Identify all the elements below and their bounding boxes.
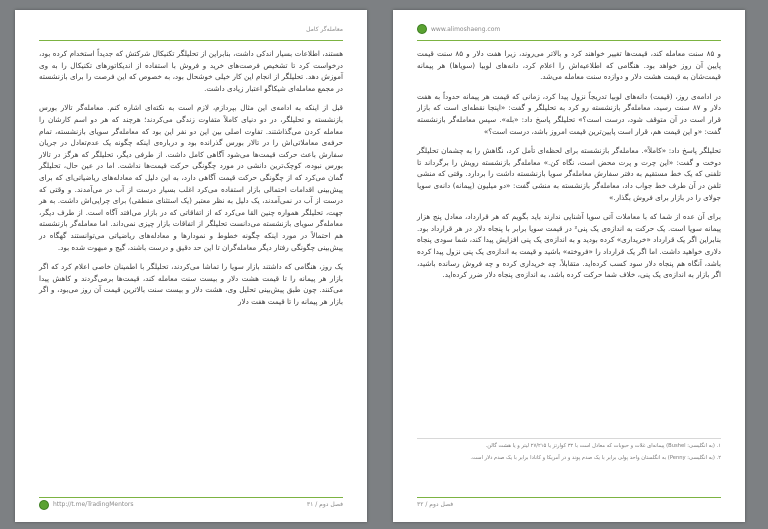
footnotes bbox=[417, 442, 721, 466]
header-title: معامله‌گر کامل bbox=[306, 26, 343, 33]
page-footer bbox=[39, 500, 343, 512]
header-link[interactable]: www.alimoshaeng.com bbox=[431, 26, 501, 33]
footer-rule bbox=[39, 497, 343, 498]
body-text bbox=[417, 48, 721, 289]
paragraph: برای آن عده از شما که با معاملات آتی سویا آشنایی ندارند باید بگویم که هر قرارداد، معادل پنج هزار پیمانه سویا است. یک حرکت به اندازه‌ی یک پنی² در قیمت سویا برابر با پنجاه دلار در هر قرارداد بود. بنابراین اگر یک قرارداد «خریداری» کرده بودید و به اندازه‌ی یک پنی افزایش پیدا کند، شما سودی پنجاه دلاری خواهید داشت. اما اگر یک قرارداد را «فروخته» باشید و قیمت به اندازه‌ی یک پنی نزول پیدا کرده باشد، آنگاه هم پنجاه دلار سود کسب کرده‌اید. متقابلاً، چه خریداری کرده و چه فروش رسانده باشید، اگر بازار به اندازه‌ی یک پنی، خلاف شما حرکت کرده باشد، به اندازه‌ی پنجاه دلار ضرر کرده‌اید. bbox=[417, 212, 721, 280]
page-number: فصل دوم / ۳۲ bbox=[417, 501, 454, 508]
page-footer bbox=[417, 500, 721, 512]
paragraph: در ادامه‌ی روز، (قیمت) دانه‌های لوبیا تدریجاً نزول پیدا کرد، زمانی که قیمت هر پیمانه حدوداً به هفت دلار و ۸۷ سنت رسید، معامله‌گر بازنشسته رو کرد به تحلیلگر و گفت: «اینجا نقطه‌ای است که بازار قرار است در آن متوقف شود، درست است؟» تحلیلگر پاسخ داد: «بله». سپس معامله‌گر بازنشسته گفت: «و این قیمت هم، قرار است پایین‌ترین قیمت امروز باشد، درست است؟» bbox=[417, 91, 721, 136]
page-number: فصل دوم / ۳۱ bbox=[306, 501, 343, 508]
footnote-rule bbox=[417, 438, 721, 439]
right-page bbox=[393, 10, 745, 522]
paragraph: و ۸۵ سنت معامله کند، قیمت‌ها تغییر خواهند کرد و بالاتر می‌روند، زیرا هفت دلار و ۸۵ سنت قیمت پایین آن روز خواهد بود. هنگامی که اطلاعیه‌اش را اعلام کرد، دانه‌های لوبیا (سویاها) هر پیمانه قیمت‌شان به قیمت هشت دلار و دوازده سنت معامله می‌شد. bbox=[417, 49, 721, 82]
header-rule bbox=[39, 40, 343, 41]
paragraph: هستند، اطلاعات بسیار اندکی داشت، بنابراین از تحلیلگر تکنیکال شرکتش که جدیداً استخدام کرده بود، درخواست کرد تا تشخیص فرصت‌های خرید و فروش با استفاده از اندیکاتورهای تکنیکال را به وی آموزش دهد. تحلیلگر از انجام این کار خیلی خوشحال بود، به خصوص که این فرصت را برای بازنشسته در مجمع معامله‌ای شیکاگو اعتبار زیادی داشت. bbox=[39, 49, 343, 93]
paragraph: یک روز، هنگامی که داشتند بازار سویا را تماشا می‌کردند، تحلیلگر با اطمینان خاصی اعلام کرد که اگر بازار هر پیمانه را تا قیمت هشت دلار و بیست سنت معامله کند، قیمت‌ها برمی‌گردند و کاهش پیدا می‌کنند. چون طبق پیش‌بینی تحلیل وی، هشت دلار و بیست سنت بالاترین قیمت آن روز می‌بود، و اگر بازار هر پیمانه را تا قیمت هفت دلار bbox=[39, 262, 343, 306]
paragraph: قبل از اینکه به ادامه‌ی این مثال بپردازم، لازم است به نکته‌ای اشاره کنم. معامله‌گر تالار بورس بازنشسته و تحلیلگر، در دو دنیای کاملاً متفاوت زندگی می‌کردند؛ هرچند که هر دو اسم کارشان را معامله کردن می‌گذاشتند. تفاوت اصلی بین این دو نفر این بود که معامله‌گر سویای بازنشسته، تمام حرفه‌ی معاملاتی‌اش را در تالار بورس گذرانده بود و درباره‌ی اینکه چگونه یک عدم‌تعادل در جریان سفارش باعث حرکت قیمت‌ها می‌شود آگاهی کامل داشت. از طرفی دیگر، تحلیلگر که هرگز در تالار بورس نبوده، کوچک‌ترین دانشی در مورد چگونگی حرکت قیمت‌ها نداشت. اما در عین حال، تحلیلگر گمان می‌کرد که از چگونگی حرکت قیمت آگاهی دارد، به این دلیل که معادله‌های ریاضیاتی‌ای که برای پیش‌بینی اقدامات احتمالی بازار استفاده می‌کرد اغلب بسیار درست از آب در می‌آمدند. و وقتی که درست از آب در نمی‌آمدند، یک دلیل به نظر معتبر (یک استثنای منطقی) برای چرایی‌اش داشت. به هر جهت، تحلیلگر همواره چنین القا می‌کرد که از اتفاقاتی که در بازار می‌افتد آگاه است. از طرف دیگر، معامله‌گر سویای بازنشسته می‌دانست تحلیلگر از اتفاقات بازار چیزی نمی‌داند. اما معامله‌گر بازنشسته هم احتمالاً در مورد اینکه چگونه خطوط و نمودارها و معادله‌های ریاضیاتی می‌توانستند گهگاه در پیش‌بینی چگونگی رفتار دیگر معامله‌گران تا این حد دقیق و درست باشند، گیج و مبهوت شده بود. bbox=[39, 103, 343, 252]
globe-icon bbox=[39, 500, 49, 510]
paragraph: تحلیلگر پاسخ داد: «کاملاً». معامله‌گر بازنشسته برای لحظه‌ای تأمل کرد، نگاهش را به چشمان تحلیلگر دوخت و گفت: «این چرت و پرت محض است، نگاه کن.» معامله‌گر بازنشسته رویش را برگرداند تا تلفنی که یک خط مستقیم به دفتر سفارش معامله‌گر سویا بازنشسته داشت را بردارد. وقتی که منشی تلفن در آن طرف خط جواب داد، معامله‌گر بازنشسته به منشی گفت: «دو میلیون (پیمانه) دانه‌ی سویا جولای را در بازار برای فروش بگذار.» bbox=[417, 146, 721, 202]
globe-icon bbox=[417, 24, 427, 34]
footnote: ۱. (به انگلیسی: Bushel) پیمانه‌ای غلات و حبوبات که معادل است با ۳۲ کوارتز یا ۲۷/۲۱۵ لیتر و یا هشت گالن. bbox=[485, 443, 721, 449]
left-page bbox=[15, 10, 367, 522]
footer-rule bbox=[417, 497, 721, 498]
footer-link[interactable]: http://t.me/TradingMentors bbox=[53, 501, 134, 508]
header-rule bbox=[417, 40, 721, 41]
body-text bbox=[39, 48, 343, 315]
page-header bbox=[39, 24, 343, 38]
page-header bbox=[417, 24, 721, 38]
footnote: ۲. (به انگلیسی: Penny) به انگلستان واحد پولی برابر با یک صدم پوند و در آمریکا و کانادا برابر با یک صدم دلار است. bbox=[470, 455, 721, 461]
